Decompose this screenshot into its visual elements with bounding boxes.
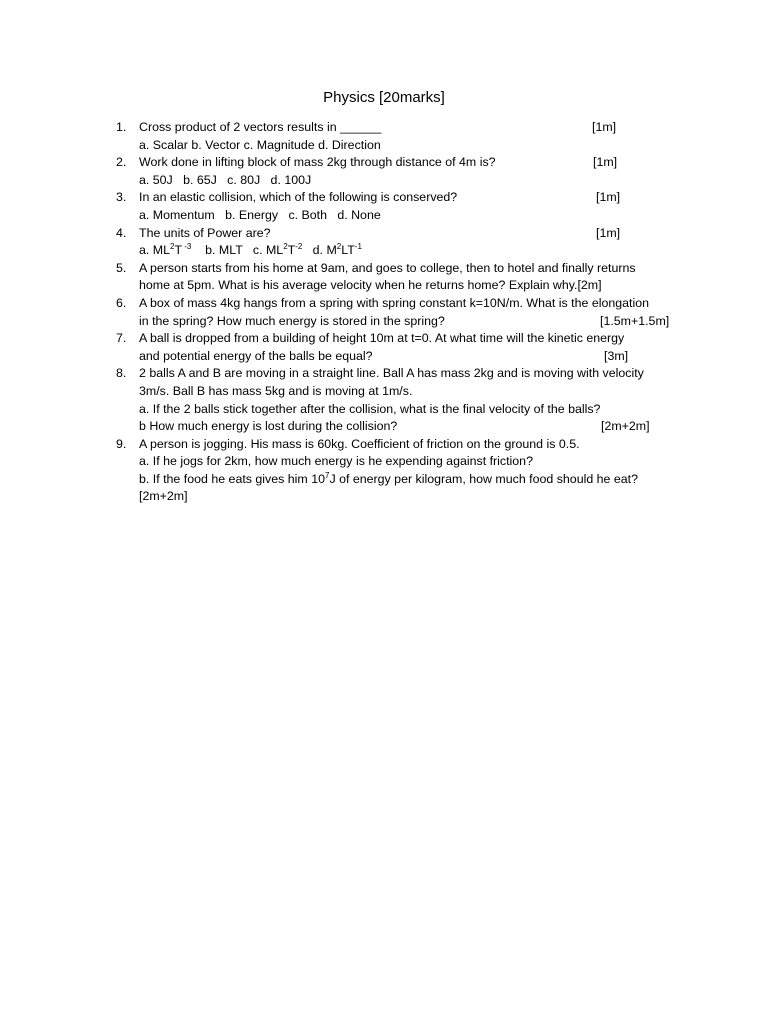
question-text: 3m/s. Ball B has mass 5kg and is moving at 1m/s. bbox=[139, 383, 413, 398]
question-list bbox=[112, 119, 682, 506]
question-number: 3. bbox=[116, 190, 127, 205]
question-4 bbox=[112, 225, 682, 260]
question-2 bbox=[112, 154, 682, 189]
question-text: a. If the 2 balls stick together after the collision, what is the final velocity of the balls? bbox=[139, 401, 601, 416]
question-number: 6. bbox=[116, 295, 127, 310]
marks-label: [2m+2m] bbox=[601, 419, 650, 434]
question-text: A ball is dropped from a building of height 10m at t=0. At what time will the kinetic energy bbox=[139, 331, 625, 346]
marks-label: [1m] bbox=[596, 225, 621, 240]
question-line bbox=[139, 225, 682, 243]
question-line bbox=[139, 471, 682, 489]
question-5 bbox=[112, 260, 682, 295]
marks-label: [1m] bbox=[593, 155, 618, 170]
question-7 bbox=[112, 330, 682, 365]
exponent: -1 bbox=[354, 242, 362, 252]
answer-options: a. Scalar b. Vector c. Magnitude d. Direction bbox=[139, 137, 381, 152]
option-text: b. MLT c. ML bbox=[191, 243, 284, 258]
question-number: 5. bbox=[116, 260, 127, 275]
question-text: a. If he jogs for 2km, how much energy is he expending against friction? bbox=[139, 454, 533, 469]
question-number: 9. bbox=[116, 436, 127, 451]
marks-label: [1m] bbox=[596, 190, 621, 205]
question-text: Cross product of 2 vectors results in ______ bbox=[139, 120, 382, 134]
question-line bbox=[139, 119, 682, 137]
question-text: A box of mass 4kg hangs from a spring with spring constant k=10N/m. What is the elongation bbox=[139, 295, 650, 310]
question-3 bbox=[112, 189, 682, 224]
marks-label: [3m] bbox=[604, 348, 629, 363]
question-number: 8. bbox=[116, 366, 127, 381]
question-line bbox=[139, 348, 682, 366]
exponent: 7 bbox=[324, 470, 330, 480]
question-text: A person is jogging. His mass is 60kg. Coefficient of friction on the ground is 0.5. bbox=[139, 436, 580, 451]
question-text: Work done in lifting block of mass 2kg through distance of 4m is? bbox=[139, 155, 496, 170]
answer-options: a. 50J b. 65J c. 80J d. 100J bbox=[139, 172, 312, 187]
exponent: 2 bbox=[336, 242, 342, 252]
answer-options bbox=[139, 242, 682, 260]
question-line bbox=[139, 189, 682, 207]
marks-label: [2m+2m] bbox=[139, 489, 188, 504]
question-number: 7. bbox=[116, 331, 127, 346]
question-text: The units of Power are? bbox=[139, 225, 271, 240]
question-text: and potential energy of the balls be equal? bbox=[139, 348, 373, 363]
question-number: 4. bbox=[116, 225, 127, 240]
question-number: 1. bbox=[116, 120, 127, 134]
question-text: in the spring? How much energy is stored in the spring? bbox=[139, 313, 445, 328]
exponent: -2 bbox=[295, 242, 303, 252]
question-line bbox=[139, 418, 682, 436]
exponent: 2 bbox=[170, 242, 175, 252]
option-text: d. M bbox=[302, 243, 337, 258]
option-text: a. ML bbox=[139, 243, 170, 258]
question-text: b How much energy is lost during the collision? bbox=[139, 419, 398, 434]
question-text: J of energy per kilogram, how much food should he eat? bbox=[329, 471, 639, 486]
question-1 bbox=[112, 119, 682, 154]
question-text: 2 balls A and B are moving in a straight line. Ball A has mass 2kg and is moving with velocity bbox=[139, 366, 644, 381]
question-6 bbox=[112, 295, 682, 330]
question-text: b. If the food he eats gives him 10 bbox=[139, 471, 325, 486]
question-text: In an elastic collision, which of the following is conserved? bbox=[139, 190, 458, 205]
option-text: T bbox=[287, 243, 296, 258]
exponent: 2 bbox=[283, 242, 288, 252]
exponent: -3 bbox=[182, 242, 192, 252]
marks-label: [1.5m+1.5m] bbox=[600, 313, 670, 328]
page-title: Physics [20marks] bbox=[323, 89, 445, 106]
marks-label: [1m] bbox=[592, 120, 617, 134]
answer-options: a. Momentum b. Energy c. Both d. None bbox=[139, 207, 381, 222]
question-line bbox=[139, 154, 682, 172]
option-text: LT bbox=[341, 243, 355, 258]
option-text: T bbox=[174, 243, 183, 258]
question-text: home at 5pm. What is his average velocity when he returns home? Explain why.[2m] bbox=[139, 278, 602, 293]
question-8 bbox=[112, 365, 682, 435]
question-line bbox=[139, 313, 682, 331]
question-text: A person starts from his home at 9am, and goes to college, then to hotel and finally returns bbox=[139, 260, 636, 275]
question-number: 2. bbox=[116, 155, 127, 170]
question-9 bbox=[112, 436, 682, 506]
